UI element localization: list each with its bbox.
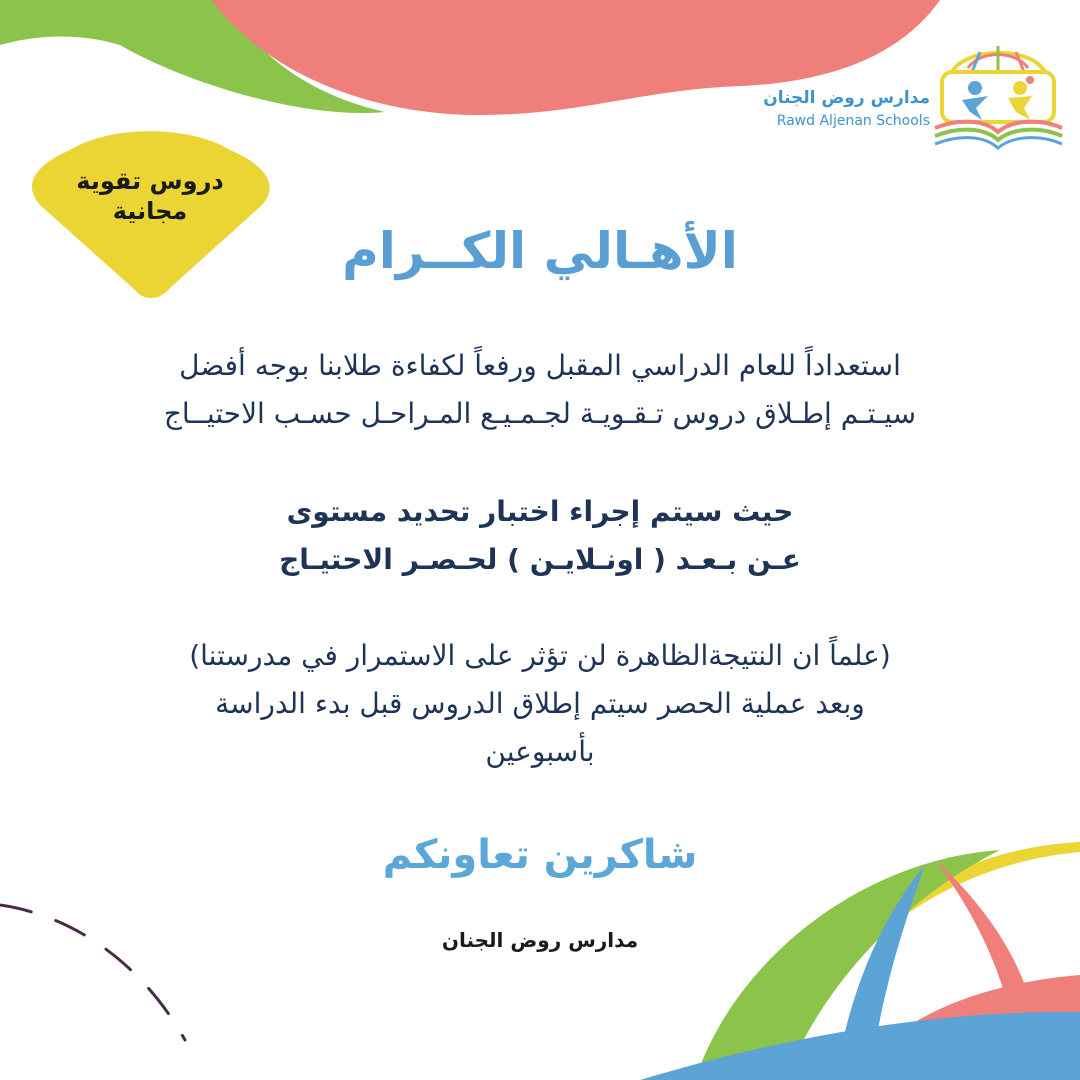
badge-line-2: مجانية [112, 197, 188, 225]
placement-line-2: عـن بـعـد ( اونـلايـن ) لحـصـر الاحتيـاج [279, 543, 801, 576]
note-line-2: وبعد عملية الحصر سيتم إطلاق الدروس قبل بدء الدراسة [215, 687, 865, 720]
signature: مدارس روض الجنان [441, 928, 639, 952]
intro-line-2: سيـتـم إطـلاق دروس تـقـويـة لجـمـيـع المـراحـل حسـب الاحتيــاج [163, 397, 917, 430]
placement-line-1: حيث سيتم إجراء اختبار تحديد مستوى [286, 495, 794, 528]
intro-line-1: استعداداً للعام الدراسي المقبل ورفعاً لكفاءة طلابنا بوجه أفضل [179, 349, 901, 382]
thanks-message: شاكرين تعاونكم [382, 832, 698, 878]
page-title: الأهـالي الكــرام [342, 222, 738, 280]
note-line-3: بأسبوعين [485, 735, 595, 768]
note-line-1: (علماً ان النتيجةالظاهرة لن تؤثر على الاستمرار في مدرستنا) [189, 639, 891, 672]
badge-line-1: دروس تقوية [76, 167, 224, 195]
logo-name-arabic: مدارس روض الجنان [763, 88, 930, 108]
logo-name-english: Rawd Aljenan Schools [776, 113, 930, 129]
